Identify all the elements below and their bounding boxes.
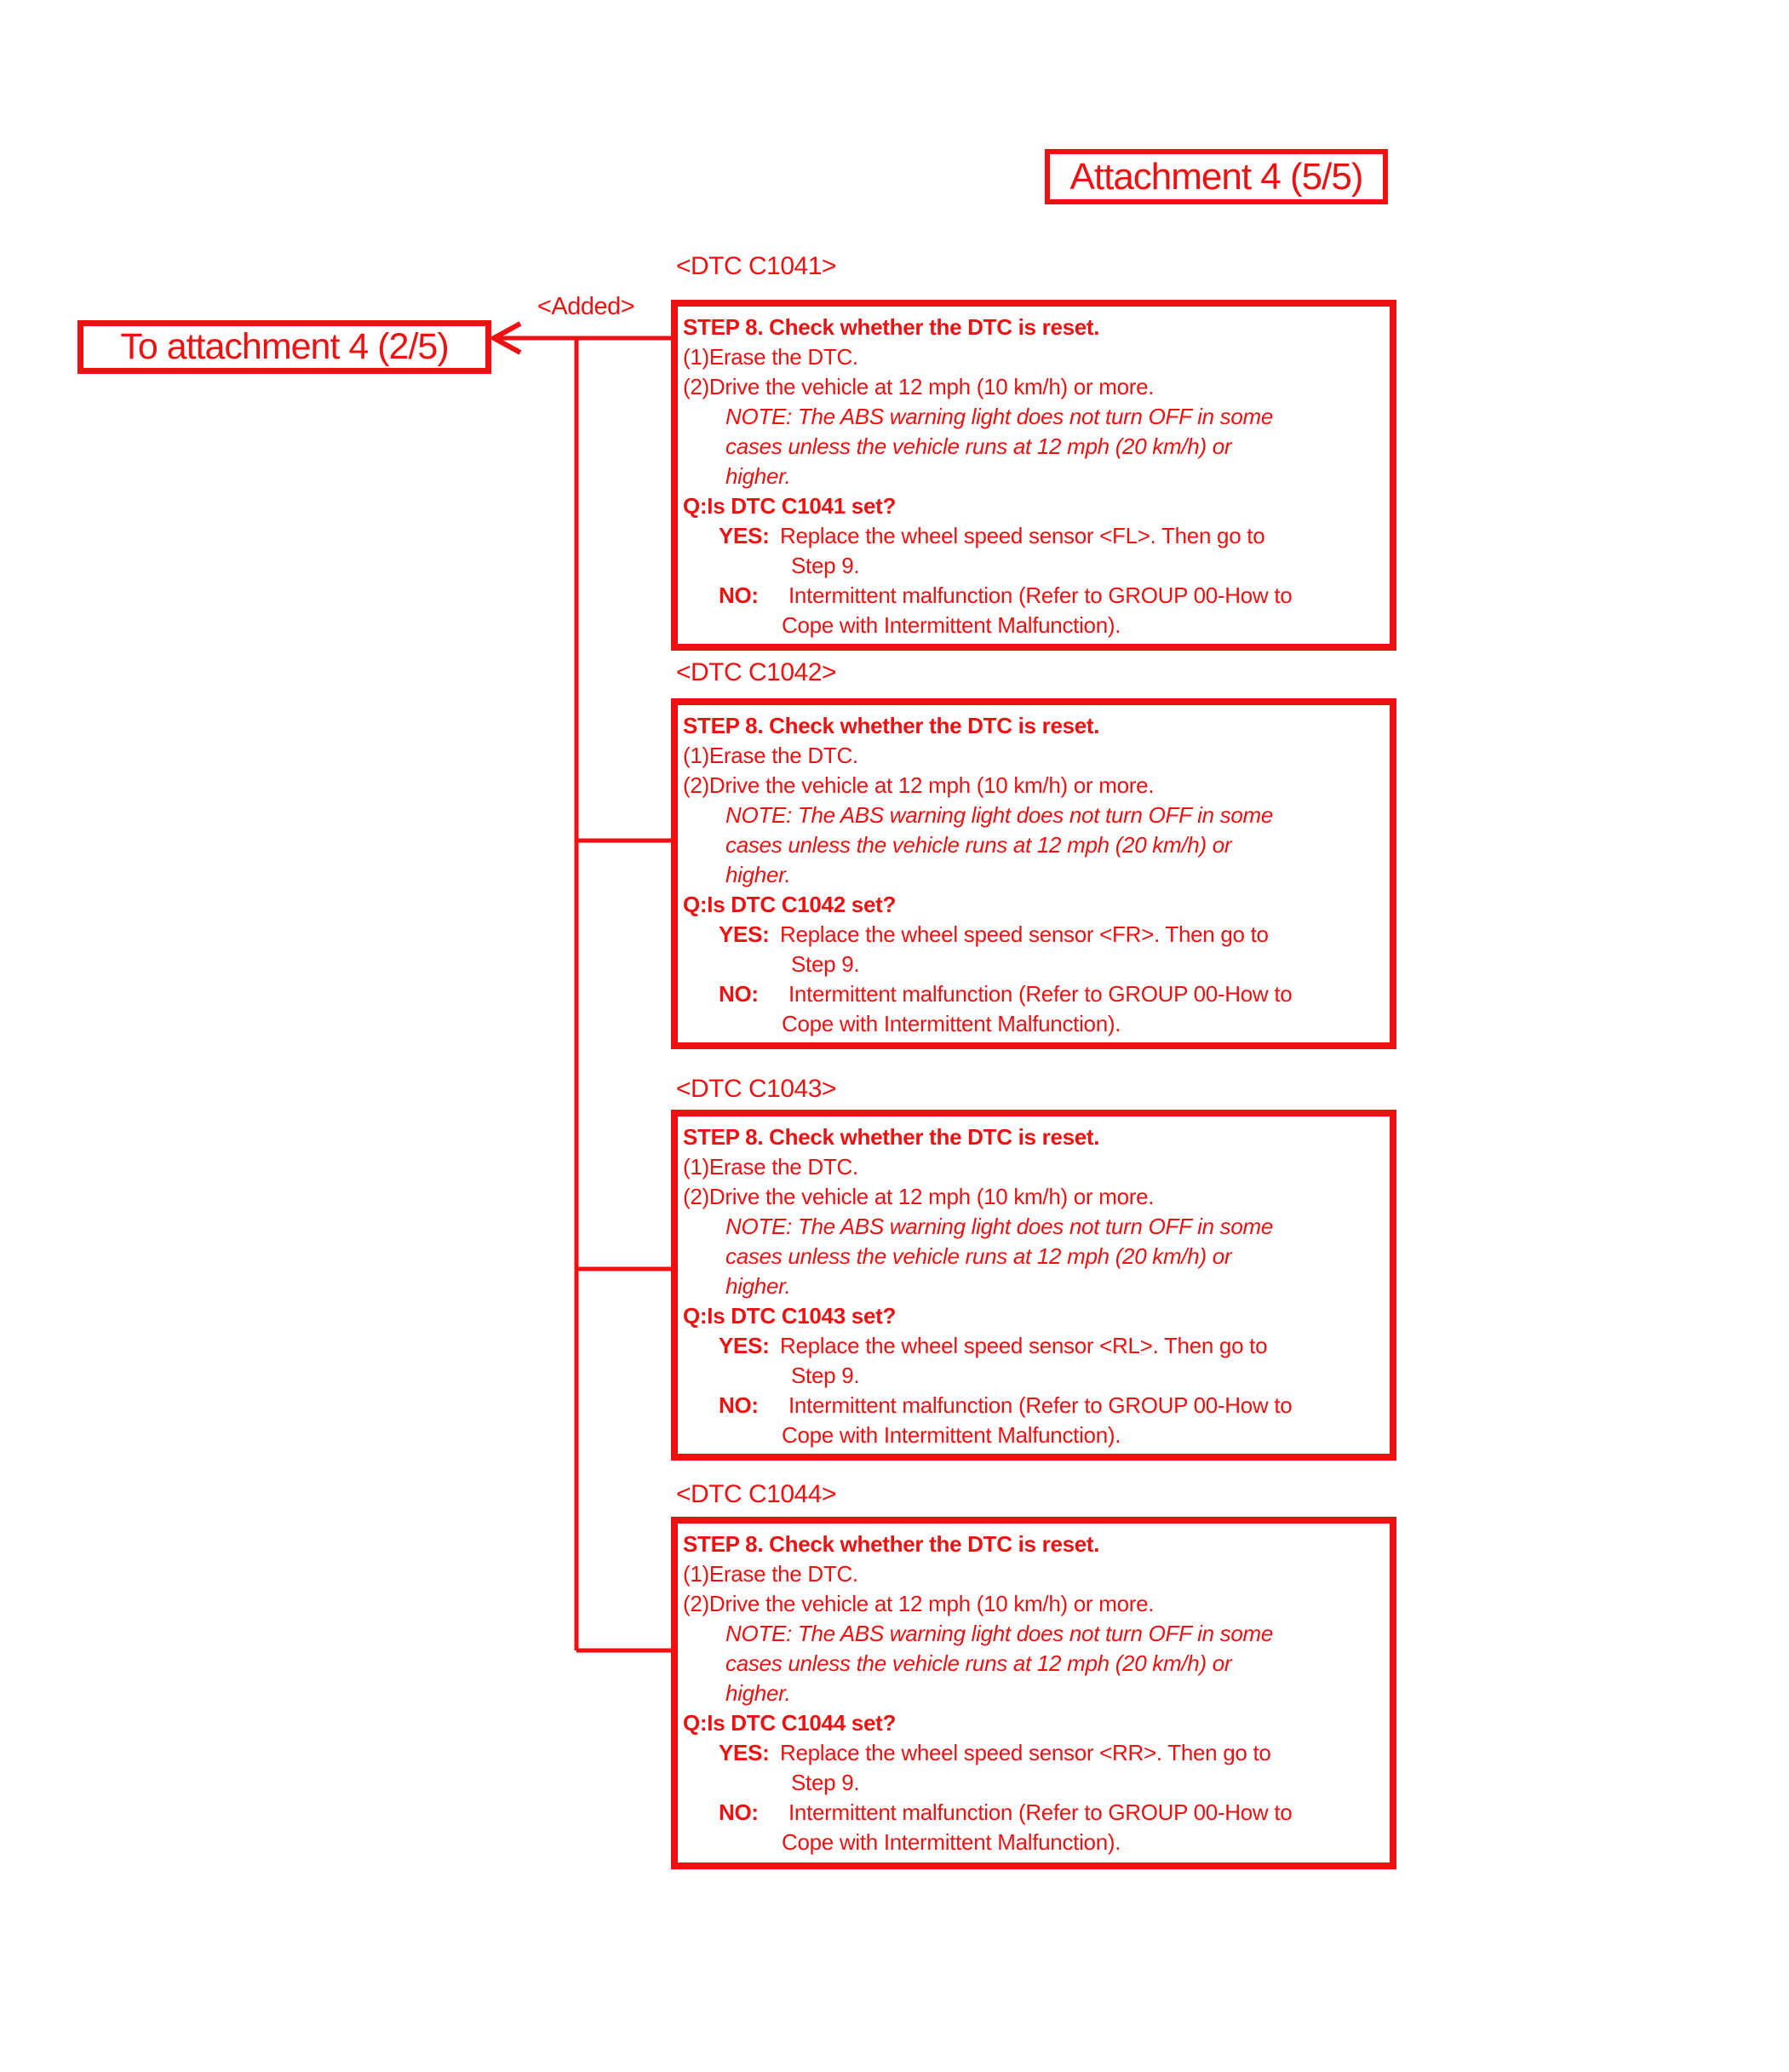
note-line: NOTE: The ABS warning light does not turn OFF in some [725,404,1274,429]
step-item-1: (1)Erase the DTC. [683,743,858,768]
step-item-1: (1)Erase the DTC. [683,1154,858,1179]
step-box-c1044 [671,1517,1396,1869]
arrow-left-icon [494,324,520,353]
yes-answer-row [683,1738,1386,1768]
step-item-2: (2)Drive the vehicle at 12 mph (10 km/h) or more. [683,374,1155,399]
attachment-title-box [1045,149,1388,204]
no-answer-row [683,1391,1386,1421]
yes-text-continued: Step 9. [791,1770,860,1795]
no-label: NO: [719,1799,759,1825]
note-line: NOTE: The ABS warning light does not turn OFF in some [725,1214,1274,1239]
no-text-continued: Cope with Intermittent Malfunction). [782,612,1121,638]
step-title: STEP 8. Check whether the DTC is reset. [683,1531,1100,1557]
yes-text-continued: Step 9. [791,1363,860,1388]
no-text: Intermittent malfunction (Refer to GROUP 00-How to [788,1799,1293,1825]
no-label: NO: [719,583,759,608]
question-line: Q:Is DTC C1041 set? [683,493,897,519]
yes-label: YES: [719,1740,770,1765]
no-text: Intermittent malfunction (Refer to GROUP 00-How to [788,981,1293,1007]
note-line: higher. [725,862,791,887]
reference-box [77,320,491,374]
step-box-c1042 [671,698,1396,1049]
no-text: Intermittent malfunction (Refer to GROUP 00-How to [788,583,1293,608]
added-annotation: <Added> [537,293,635,320]
yes-answer-row [683,1331,1386,1361]
yes-text: Replace the wheel speed sensor <FR>. Then go to [780,921,1269,947]
yes-label: YES: [719,921,770,947]
note-line: cases unless the vehicle runs at 12 mph (20 km/h) or [725,1650,1232,1676]
no-answer-row [683,1798,1386,1828]
note-line: NOTE: The ABS warning light does not turn OFF in some [725,802,1274,828]
yes-text: Replace the wheel speed sensor <RR>. Then go to [780,1740,1271,1765]
question-line: Q:Is DTC C1043 set? [683,1303,897,1329]
note-line: higher. [725,1680,791,1706]
yes-answer-row [683,920,1386,950]
reference-label: To attachment 4 (2/5) [120,326,449,367]
yes-text-continued: Step 9. [791,553,860,578]
no-text-continued: Cope with Intermittent Malfunction). [782,1422,1121,1448]
attachment-title: Attachment 4 (5/5) [1069,155,1363,198]
yes-answer-row [683,521,1386,551]
note-line: cases unless the vehicle runs at 12 mph (20 km/h) or [725,1243,1232,1269]
note-line: NOTE: The ABS warning light does not turn OFF in some [725,1621,1274,1646]
step-item-2: (2)Drive the vehicle at 12 mph (10 km/h) or more. [683,1184,1155,1209]
step-item-1: (1)Erase the DTC. [683,344,858,370]
note-line: higher. [725,1273,791,1299]
step-item-1: (1)Erase the DTC. [683,1561,858,1587]
step-title: STEP 8. Check whether the DTC is reset. [683,1124,1100,1150]
step-item-2: (2)Drive the vehicle at 12 mph (10 km/h) or more. [683,772,1155,798]
step-title: STEP 8. Check whether the DTC is reset. [683,713,1100,738]
yes-text-continued: Step 9. [791,951,860,977]
note-line: higher. [725,463,791,489]
no-text: Intermittent malfunction (Refer to GROUP 00-How to [788,1392,1293,1418]
no-text-continued: Cope with Intermittent Malfunction). [782,1011,1121,1036]
yes-text: Replace the wheel speed sensor <RL>. Then go to [780,1333,1268,1358]
step-title: STEP 8. Check whether the DTC is reset. [683,314,1100,340]
no-text-continued: Cope with Intermittent Malfunction). [782,1829,1121,1855]
note-line: cases unless the vehicle runs at 12 mph (20 km/h) or [725,433,1232,459]
yes-label: YES: [719,523,770,548]
yes-text: Replace the wheel speed sensor <FL>. Then go to [780,523,1265,548]
no-label: NO: [719,1392,759,1418]
dtc-code-label: <DTC C1042> [676,658,836,686]
no-answer-row [683,979,1386,1009]
dtc-code-label: <DTC C1043> [676,1075,836,1103]
note-line: cases unless the vehicle runs at 12 mph (20 km/h) or [725,832,1232,858]
step-box-c1043 [671,1110,1396,1461]
yes-label: YES: [719,1333,770,1358]
question-line: Q:Is DTC C1044 set? [683,1710,897,1736]
no-label: NO: [719,981,759,1007]
question-line: Q:Is DTC C1042 set? [683,892,897,917]
dtc-code-label: <DTC C1044> [676,1480,836,1508]
dtc-code-label: <DTC C1041> [676,252,836,280]
step-box-c1041 [671,300,1396,651]
step-item-2: (2)Drive the vehicle at 12 mph (10 km/h) or more. [683,1591,1155,1616]
no-answer-row [683,581,1386,611]
